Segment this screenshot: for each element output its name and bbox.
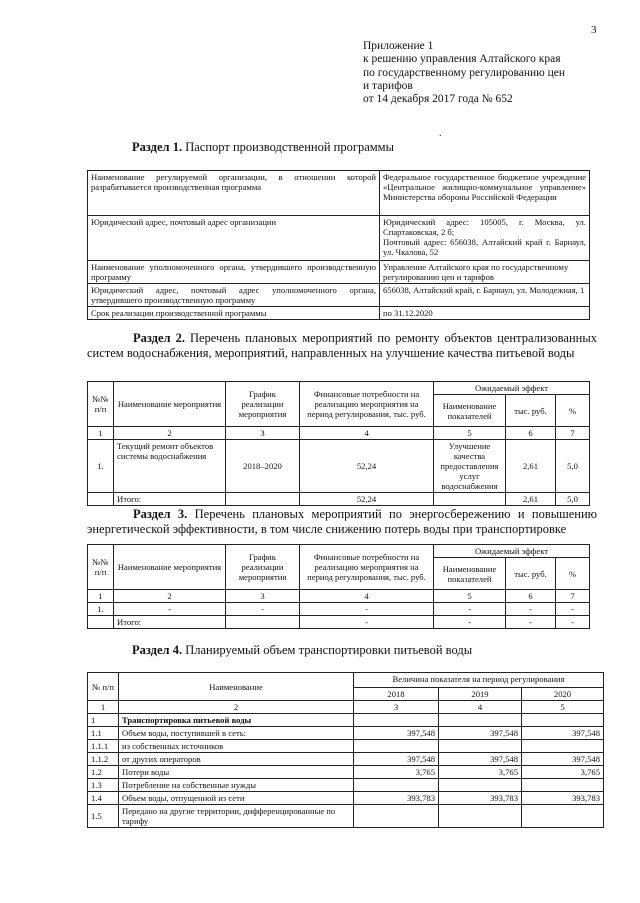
- section4-title: Планируемый объем транспортировки питьевой воды: [185, 643, 473, 657]
- total-thous: -: [506, 616, 556, 629]
- row-value: [354, 805, 439, 828]
- appendix-line: к решению управления Алтайского края: [363, 53, 561, 66]
- row-schedule: -: [226, 603, 300, 616]
- section2-heading: [87, 331, 597, 361]
- row-num: 1.5: [88, 805, 119, 828]
- col-header-indicator: Наименование показателей: [434, 558, 506, 590]
- col-number: 6: [506, 427, 556, 440]
- table-row: [88, 714, 604, 727]
- passport-label: Юридический адрес, почтовый адрес организации: [88, 216, 380, 261]
- table-row: [88, 753, 604, 766]
- row-num: 1.4: [88, 792, 119, 805]
- col-header-schedule: График реализации мероприятия: [226, 545, 300, 590]
- row-num: 1.1: [88, 727, 119, 740]
- row-name: Объем воды, поступившей в сеть:: [119, 727, 354, 740]
- table-row: [88, 792, 604, 805]
- row-value: [522, 779, 604, 792]
- section4-heading: [132, 643, 472, 658]
- table-row: [88, 779, 604, 792]
- row-num: 1.3: [88, 779, 119, 792]
- row-name: Транспортировка питьевой воды: [119, 714, 354, 727]
- section4-label: Раздел 4.: [132, 643, 183, 657]
- row-finance: -: [300, 603, 434, 616]
- col-number: 1: [88, 590, 114, 603]
- section2-title: Перечень плановых мероприятий по ремонту объектов централизованных систем водоснабжения, мероприятий, направленных на улучшение качества питьевой воды: [87, 331, 597, 360]
- row-name: Потери воды: [119, 766, 354, 779]
- passport-value: 656038, Алтайский край, г. Барнаул, ул. Молодежная, 1: [380, 284, 590, 307]
- total-label: Итого:: [114, 616, 226, 629]
- col-header-thous: тыс. руб.: [506, 558, 556, 590]
- passport-label: Наименование уполномоченного органа, утвердившего производственную программу: [88, 261, 380, 284]
- section3-table: [87, 544, 590, 629]
- appendix-line: и тарифов: [363, 79, 413, 92]
- row-value: 3,765: [354, 766, 439, 779]
- passport-label: Срок реализации производственной программы: [88, 307, 380, 320]
- row-name: Объем воды, отпущенной из сети: [119, 792, 354, 805]
- col-number: 2: [119, 701, 354, 714]
- row-finance: 52,24: [300, 440, 434, 493]
- row-value: 3,765: [439, 766, 522, 779]
- col-number: 4: [300, 590, 434, 603]
- row-num: 1.1.1: [88, 740, 119, 753]
- row-value: [354, 779, 439, 792]
- row-value: 397,548: [354, 753, 439, 766]
- table-row: [88, 261, 590, 284]
- appendix-line: от 14 декабря 2017 года № 652: [363, 93, 513, 106]
- row-value: [522, 714, 604, 727]
- row-value: 393,783: [354, 792, 439, 805]
- stray-mark: .: [439, 128, 442, 139]
- row-value: [439, 714, 522, 727]
- table-row: [88, 216, 590, 261]
- col-header-effect: Ожидаемый эффект: [434, 545, 590, 558]
- section3-heading: [87, 507, 597, 537]
- col-header-name: Наименование мероприятия: [114, 382, 226, 427]
- row-value: 397,548: [354, 727, 439, 740]
- row-name: -: [114, 603, 226, 616]
- column-numbers-row: [88, 427, 590, 440]
- col-header-indicator: Наименование показателей: [434, 395, 506, 427]
- postal-address: Почтовый адрес: 656038, Алтайский край г. Барнаул, ул. Чкалова, 52: [383, 237, 586, 257]
- row-value: 3,765: [522, 766, 604, 779]
- section1-table: [87, 170, 590, 320]
- section2-label: Раздел 2.: [133, 331, 185, 345]
- column-numbers-row: [88, 701, 604, 714]
- appendix-line: Приложение 1: [363, 40, 434, 52]
- row-value: [522, 805, 604, 828]
- col-header-year: 2019: [439, 688, 522, 701]
- passport-label: Наименование регулируемой организации, в отношении которой разрабатывается производственная программа: [88, 171, 380, 216]
- page-number: 3: [591, 24, 597, 36]
- row-num: 1.2: [88, 766, 119, 779]
- col-number: 2: [114, 590, 226, 603]
- col-number: 4: [300, 427, 434, 440]
- col-header-num: № п/п: [88, 673, 119, 701]
- col-number: 1: [88, 427, 114, 440]
- total-label: Итого:: [114, 493, 226, 506]
- table-row: [88, 766, 604, 779]
- col-number: 6: [506, 590, 556, 603]
- passport-label: Юридический адрес, почтовый адрес уполномоченного органа, утвердившего производственную программу: [88, 284, 380, 307]
- row-value: 393,783: [439, 792, 522, 805]
- row-name: Передано на другие территории, дифференцированные по тарифу: [119, 805, 354, 828]
- section3-label: Раздел 3.: [133, 507, 188, 521]
- row-value: 393,783: [522, 792, 604, 805]
- section4-table: [87, 672, 604, 828]
- row-value: [439, 779, 522, 792]
- section1-title: Паспорт производственной программы: [185, 140, 394, 154]
- row-value: [439, 740, 522, 753]
- appendix-header: [363, 40, 623, 106]
- col-number: 2: [114, 427, 226, 440]
- table-row: [88, 603, 590, 616]
- table-row: [88, 284, 590, 307]
- section1-label: Раздел 1.: [132, 140, 183, 154]
- total-pct: 5,0: [556, 493, 590, 506]
- legal-address: Юридический адрес: 105005, г. Москва, ул. Спартаковская, 2 б;: [383, 217, 586, 237]
- col-header-finance: Финансовые потребности на реализацию мероприятия на период регулирования, тыс. руб.: [300, 545, 434, 590]
- row-thous: 2,61: [506, 440, 556, 493]
- col-number: 3: [226, 427, 300, 440]
- col-number: 5: [434, 590, 506, 603]
- row-value: 397,548: [522, 753, 604, 766]
- row-name: Текущий ремонт объектов системы водоснабжения: [114, 440, 226, 493]
- col-header-num: №№ п/п: [88, 382, 114, 427]
- col-header-year: 2018: [354, 688, 439, 701]
- row-name: Потребление на собственные нужды: [119, 779, 354, 792]
- row-schedule: 2018–2020: [226, 440, 300, 493]
- row-num: 1.: [88, 603, 114, 616]
- row-value: 397,548: [439, 753, 522, 766]
- passport-value: Федеральное государственное бюджетное учреждение «Центральное жилищно-коммунальное управление» Министерства обороны Российской Федерации: [380, 171, 590, 216]
- row-value: [522, 740, 604, 753]
- total-row: [88, 616, 590, 629]
- section3-title: Перечень плановых мероприятий по энергосбережению и повышению энергетической эффективности, в том числе снижению потерь воды при транспортировке: [87, 507, 598, 536]
- col-number: 3: [354, 701, 439, 714]
- section2-table: [87, 381, 590, 506]
- table-row: [88, 171, 590, 216]
- row-thous: -: [506, 603, 556, 616]
- table-row: [88, 727, 604, 740]
- row-num: 1.1.2: [88, 753, 119, 766]
- table-row: [88, 440, 590, 493]
- row-value: 397,548: [522, 727, 604, 740]
- col-header-name: Наименование: [119, 673, 354, 701]
- table-header-row: [88, 382, 590, 395]
- total-finance: -: [300, 616, 434, 629]
- row-num: 1: [88, 714, 119, 727]
- section1-heading: [132, 140, 394, 155]
- row-indicator: -: [434, 603, 506, 616]
- col-number: 1: [88, 701, 119, 714]
- row-value: [354, 714, 439, 727]
- total-pct: -: [556, 616, 590, 629]
- row-pct: 5,0: [556, 440, 590, 493]
- col-header-effect: Ожидаемый эффект: [434, 382, 590, 395]
- passport-value: по 31.12.2020: [380, 307, 590, 320]
- row-value: [439, 805, 522, 828]
- col-number: 7: [556, 427, 590, 440]
- table-header-row: [88, 673, 604, 688]
- row-num: 1.: [88, 440, 114, 493]
- col-header-name: Наименование мероприятия: [114, 545, 226, 590]
- row-pct: -: [556, 603, 590, 616]
- col-header-schedule: График реализации мероприятия: [226, 382, 300, 427]
- row-value: 397,548: [439, 727, 522, 740]
- row-indicator: Улучшение качества предоставления услуг водоснабжения: [434, 440, 506, 493]
- col-header-pct: %: [556, 558, 590, 590]
- col-header-year: 2020: [522, 688, 604, 701]
- passport-value: Управление Алтайского края по государственному регулированию цен и тарифов: [380, 261, 590, 284]
- col-header-num: №№ п/п: [88, 545, 114, 590]
- col-header-thous: тыс. руб.: [506, 395, 556, 427]
- col-number: 4: [439, 701, 522, 714]
- col-header-pct: %: [556, 395, 590, 427]
- total-indicator: -: [434, 616, 506, 629]
- table-row: [88, 307, 590, 320]
- total-finance: 52,24: [300, 493, 434, 506]
- row-name: из собственных источников: [119, 740, 354, 753]
- appendix-line: по государственному регулированию цен: [363, 66, 566, 79]
- col-number: 7: [556, 590, 590, 603]
- col-number: 3: [226, 590, 300, 603]
- total-thous: 2,61: [506, 493, 556, 506]
- col-header-period: Величина показателя на период регулирования: [354, 673, 604, 688]
- column-numbers-row: [88, 590, 590, 603]
- table-row: [88, 740, 604, 753]
- col-number: 5: [434, 427, 506, 440]
- table-header-row: [88, 545, 590, 558]
- total-row: [88, 493, 590, 506]
- col-header-finance: Финансовые потребности на реализацию мероприятия на период регулирования, тыс. руб.: [300, 382, 434, 427]
- table-row: [88, 805, 604, 828]
- row-value: [354, 740, 439, 753]
- passport-value: [380, 216, 590, 261]
- col-number: 5: [522, 701, 604, 714]
- row-name: от других операторов: [119, 753, 354, 766]
